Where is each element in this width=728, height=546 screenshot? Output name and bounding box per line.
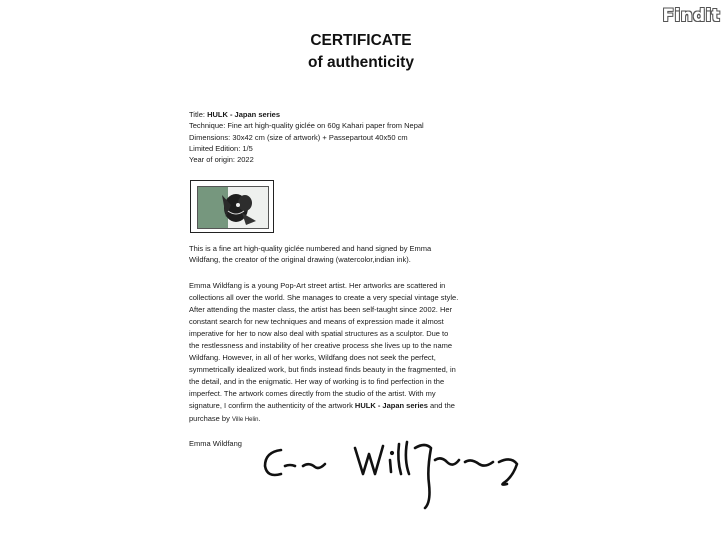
artwork-title: HULK - Japan series bbox=[207, 110, 281, 119]
artwork-image bbox=[197, 186, 269, 229]
certificate-page bbox=[176, 0, 546, 546]
handwritten-signature bbox=[259, 440, 539, 520]
signer-name: Emma Wildfang bbox=[189, 439, 242, 448]
intro-line: Wildfang, the creator of the original drawing (watercolor,indian ink). bbox=[189, 255, 411, 265]
intro-line: This is a fine art high-quality giclée numbered and hand signed by Emma bbox=[189, 244, 432, 253]
purchase-prefix: purchase by bbox=[189, 413, 232, 423]
technique-row: Technique: Fine art high-quality giclée on 60g Kahari paper from Nepal bbox=[189, 121, 424, 131]
title-line-1: CERTIFICATE bbox=[310, 32, 412, 49]
purchase-line bbox=[189, 413, 541, 426]
bio-line: the restlessness and instability of her creative process she lives up to the name bbox=[189, 341, 453, 351]
artist-bio-paragraph bbox=[189, 280, 541, 426]
bio-line: collections all over the world. She manages to create a very special vintage style. bbox=[189, 293, 459, 303]
bio-line: symmetrically idealized work, but finds instead finds beauty in the fragmented, in bbox=[189, 365, 456, 375]
title-label: Title: bbox=[189, 110, 208, 119]
bio-line: constant search for new techniques and means of expression made it almost bbox=[189, 317, 444, 327]
closing-line bbox=[189, 400, 541, 412]
intro-paragraph bbox=[189, 243, 541, 266]
closing-prefix: signature, I confirm the authenticity of the artwork bbox=[189, 401, 355, 411]
bio-line: Emma Wildfang is a young Pop-Art street artist. Her artworks are scattered in bbox=[189, 281, 446, 290]
bio-line: imperfect. The artwork comes directly from the studio of the artist. With my bbox=[189, 389, 436, 399]
bio-line: After attending the master class, the artist has been self-taught since 2002. Her bbox=[189, 305, 453, 315]
year-row: Year of origin: 2022 bbox=[189, 155, 254, 165]
closing-suffix: and the bbox=[427, 401, 455, 411]
bio-line: the detail, and in the enigmatic. Her way of working is to find perfection in the bbox=[189, 377, 445, 387]
dimensions-row: Dimensions: 30x42 cm (size of artwork) + Passepartout 40x50 cm bbox=[189, 132, 408, 142]
hulk-artwork-drawing bbox=[198, 187, 268, 228]
title-row bbox=[189, 109, 424, 120]
purchaser-name: Ville Helin bbox=[231, 416, 259, 423]
artwork-details bbox=[189, 109, 424, 165]
bio-line: Wildfang. However, in all of her works, Wildfang does not seek the perfect, bbox=[189, 353, 436, 363]
purchase-suffix: . bbox=[258, 413, 261, 423]
certificate-title bbox=[176, 30, 546, 74]
closing-artwork-title: HULK - Japan series bbox=[354, 401, 428, 411]
edition-row: Limited Edition: 1/5 bbox=[189, 143, 253, 153]
title-line-2: of authenticity bbox=[308, 54, 414, 71]
findit-logo: Findit bbox=[662, 6, 720, 26]
artwork-thumbnail bbox=[190, 180, 274, 233]
bio-line: imperative for her to now also deal with spatial structures as a sculptor. Due to bbox=[189, 329, 449, 339]
